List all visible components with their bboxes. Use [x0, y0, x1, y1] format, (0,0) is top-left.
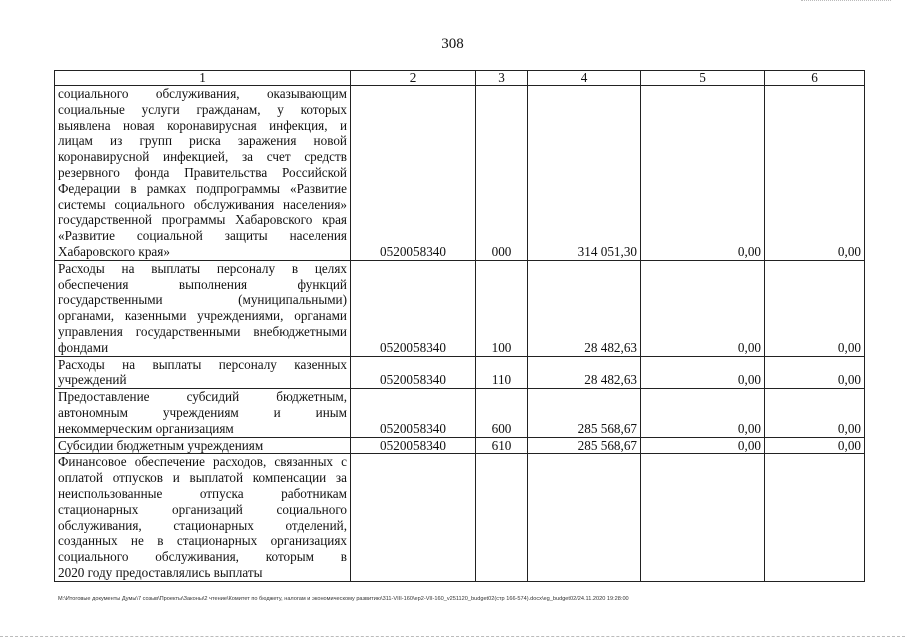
description-line: социальные услуги гражданам, у которых — [58, 101, 347, 117]
table-row — [55, 437, 865, 454]
description-line: системы социального обслуживания населения» — [58, 196, 347, 212]
table-row — [55, 356, 865, 389]
description-line: государственными (муниципальными) — [58, 292, 347, 308]
column-6-cell — [765, 454, 865, 581]
row-description — [55, 356, 351, 389]
description-line: созданных не в стационарных организациях — [58, 533, 347, 549]
target-article-code: 0520058340 — [351, 86, 476, 261]
description-line: некоммерческим организациям — [58, 420, 234, 436]
column-5-cell: 0,00 — [641, 86, 765, 261]
row-description — [55, 260, 351, 356]
expense-type-code: 610 — [476, 437, 528, 454]
description-line: автономным учреждениям и иным — [58, 404, 347, 420]
expense-type-code: 600 — [476, 389, 528, 437]
description-line: оплатой отпусков и выплатой компенсации за — [58, 470, 347, 486]
column-6-cell: 0,00 — [765, 389, 865, 437]
col-header-2: 2 — [351, 71, 476, 86]
amount-cell: 28 482,63 — [528, 356, 641, 389]
table-row — [55, 260, 865, 356]
description-line: «Развитие социальной защиты населения — [58, 228, 347, 244]
description-line: органами, казенными учреждениями, органами — [58, 308, 347, 324]
description-line: управления государственными внебюджетными — [58, 323, 347, 339]
description-line: социального обслуживания, которым в — [58, 549, 347, 565]
description-line: Финансовое обеспечение расходов, связанных с — [58, 454, 347, 470]
column-5-cell — [641, 454, 765, 581]
description-line: неиспользованные отпуска работникам — [58, 485, 347, 501]
column-5-cell: 0,00 — [641, 260, 765, 356]
target-article-code: 0520058340 — [351, 260, 476, 356]
row-description — [55, 389, 351, 437]
amount-cell: 285 568,67 — [528, 437, 641, 454]
table-row — [55, 86, 865, 261]
description-line: резервного фонда Правительства Российской — [58, 164, 347, 180]
column-6-cell: 0,00 — [765, 260, 865, 356]
row-description — [55, 437, 351, 454]
target-article-code — [351, 454, 476, 581]
amount-cell — [528, 454, 641, 581]
col-header-4: 4 — [528, 71, 641, 86]
description-line: Расходы на выплаты персоналу казенных — [58, 356, 347, 372]
scan-edge-mark — [801, 0, 891, 1]
description-line: Федерации в рамках подпрограммы «Развитие — [58, 180, 347, 196]
description-line: учреждений — [58, 372, 127, 388]
page-edge-line — [0, 636, 905, 637]
col-header-3: 3 — [476, 71, 528, 86]
table-row — [55, 454, 865, 581]
description-line: социального обслуживания, оказывающим — [58, 86, 347, 101]
target-article-code: 0520058340 — [351, 389, 476, 437]
budget-table — [54, 70, 865, 582]
description-line: Хабаровского края» — [58, 243, 170, 259]
description-line: 2020 году предоставлялись выплаты — [58, 564, 263, 580]
column-6-cell: 0,00 — [765, 86, 865, 261]
column-5-cell: 0,00 — [641, 437, 765, 454]
description-line: обеспечения выполнения функций — [58, 276, 347, 292]
description-line: Расходы на выплаты персоналу в целях — [58, 260, 347, 276]
description-line: Субсидии бюджетным учреждениям — [58, 437, 264, 453]
description-line: обслуживания, стационарных отделений, — [58, 517, 347, 533]
description-line: Предоставление субсидий бюджетным, — [58, 389, 347, 405]
target-article-code: 0520058340 — [351, 437, 476, 454]
expense-type-code: 110 — [476, 356, 528, 389]
column-6-cell: 0,00 — [765, 437, 865, 454]
expense-type-code: 100 — [476, 260, 528, 356]
column-5-cell: 0,00 — [641, 356, 765, 389]
col-header-6: 6 — [765, 71, 865, 86]
description-line: фондами — [58, 339, 109, 355]
row-description — [55, 454, 351, 581]
amount-cell: 285 568,67 — [528, 389, 641, 437]
table-header-row — [55, 71, 865, 86]
column-6-cell: 0,00 — [765, 356, 865, 389]
table-body — [55, 86, 865, 582]
description-line: государственной программы Хабаровского края — [58, 212, 347, 228]
description-line: лицам из групп риска заражения новой — [58, 133, 347, 149]
table-row — [55, 389, 865, 437]
column-5-cell: 0,00 — [641, 389, 765, 437]
description-line: коронавирусной инфекцией, за счет средств — [58, 149, 347, 165]
amount-cell: 28 482,63 — [528, 260, 641, 356]
page-number: 308 — [441, 36, 464, 52]
row-description — [55, 86, 351, 261]
expense-type-code: 000 — [476, 86, 528, 261]
target-article-code: 0520058340 — [351, 356, 476, 389]
description-line: стационарных организаций социального — [58, 501, 347, 517]
description-line: выявлена новая коронавирусная инфекция, и — [58, 117, 347, 133]
col-header-5: 5 — [641, 71, 765, 86]
col-header-1: 1 — [55, 71, 351, 86]
document-file-path: M:\Итоговые документы Думы\7 созыв\Проекты\Законы\2 чтение\Комитет по бюджету, налогам и экономическому развитию\311-VIII-160\ep2-VII-160_v251120_budget02(стр 166-574).docx\eg_budget02/24.11.2020 19:28:00 — [58, 596, 629, 602]
expense-type-code — [476, 454, 528, 581]
amount-cell: 314 051,30 — [528, 86, 641, 261]
